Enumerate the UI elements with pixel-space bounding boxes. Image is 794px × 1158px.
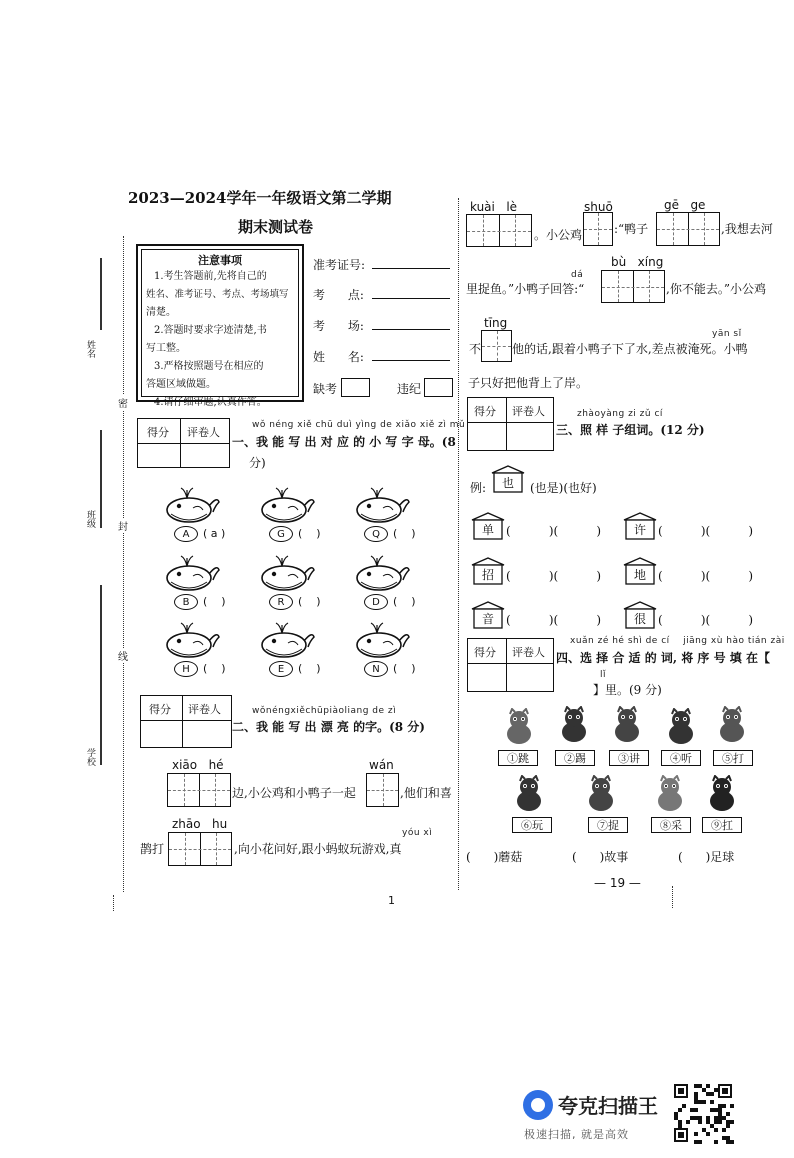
q4-blank-story[interactable]: ( )故事 — [572, 850, 629, 864]
q2-text2: ,向小花问好,跟小蚂蚁玩游戏,真 — [234, 842, 402, 856]
word-blank[interactable]: ( )( ) — [506, 613, 602, 627]
house-icon — [620, 512, 660, 538]
option-box: ⑦捉 — [588, 817, 628, 833]
score-table-q4 — [467, 638, 554, 692]
word-char: 地 — [633, 568, 646, 582]
notice-line: 答题区域做题。 — [146, 379, 216, 390]
word-blank[interactable]: ( )( ) — [506, 569, 602, 583]
score-table-q1 — [137, 418, 230, 468]
animal-icon — [653, 775, 687, 813]
house-example — [488, 465, 528, 491]
lowercase-answer-blank[interactable]: ( ) — [393, 527, 416, 540]
pinyin-xiaohe: xiāo hé — [172, 758, 224, 772]
word-blank[interactable]: ( )( ) — [658, 524, 754, 538]
uppercase-letter: D — [364, 594, 388, 610]
site-label: 考 点: — [313, 288, 364, 302]
option-box: ②踢 — [555, 750, 595, 766]
writing-grid-xiaohe[interactable] — [167, 773, 231, 807]
q3-pinyin: zhàoyàng zi zǔ cí — [577, 409, 663, 419]
animal-icon — [584, 775, 618, 813]
word-char: 音 — [481, 612, 494, 626]
animal-icon — [664, 708, 698, 746]
uppercase-letter: H — [174, 661, 198, 677]
pinyin-gege: gē ge — [664, 198, 706, 212]
q2-text1: 边,小公鸡和小鸭子一起 — [232, 786, 356, 800]
q3-title: 三、照 样 子组词。(12 分) — [556, 423, 705, 437]
notice-line: 姓名、准考证号、考点、考场填写 — [146, 289, 289, 300]
lowercase-answer-blank[interactable]: ( ) — [298, 527, 321, 540]
q4-blank-mushroom[interactable]: ( )蘑菇 — [466, 850, 523, 864]
option-box: ⑤打 — [713, 750, 753, 766]
passage-line1-a: 。小公鸡 — [534, 228, 583, 242]
grader-label: 评卷人 — [188, 703, 221, 716]
lowercase-answer-blank[interactable]: ( ) — [298, 662, 321, 675]
page-number-left: 1 — [388, 894, 395, 907]
pinyin-shuo: shuō — [584, 200, 613, 214]
writing-grid-kuaile[interactable] — [466, 214, 532, 247]
q4-blank-football[interactable]: ( )足球 — [678, 850, 735, 864]
pinyin-wan: wán — [369, 758, 394, 772]
scanner-watermark — [520, 1080, 742, 1148]
scanner-slogan: 极速扫描, 就是高效 — [524, 1128, 629, 1141]
pinyin-buxing: bù xíng — [611, 255, 664, 269]
room-label: 考 场: — [313, 319, 364, 333]
word-char: 很 — [633, 612, 646, 626]
animal-icon — [705, 775, 739, 813]
option-box: ④听 — [661, 750, 701, 766]
animal-icon — [557, 706, 591, 744]
pinyin-zhaohu: zhāo hu — [172, 817, 228, 831]
pinyin-li: lǐ — [600, 670, 607, 680]
writing-grid-buxing[interactable] — [601, 270, 665, 303]
label-name: 姓名 — [85, 340, 95, 358]
animal-icon — [502, 708, 536, 746]
uppercase-letter: G — [269, 526, 293, 542]
q2-title: 二、我 能 写 出 漂 亮 的字。(8 分) — [232, 720, 425, 734]
site-field[interactable] — [372, 298, 450, 299]
violation-label: 违纪 — [397, 382, 422, 396]
notice-line: 清楚。 — [146, 307, 176, 318]
label-school: 学校 — [85, 748, 95, 766]
seal-dotted-line — [123, 236, 124, 892]
word-blank[interactable]: ( )( ) — [658, 569, 754, 583]
example-label: 例: — [470, 481, 487, 495]
passage-line3-a: 不 — [469, 342, 482, 356]
example-words: (也是)(也好) — [530, 481, 597, 495]
pinyin-da: dá — [571, 270, 584, 280]
uppercase-letter: N — [364, 661, 388, 677]
name-field[interactable] — [372, 360, 450, 361]
passage-line3-b: 他的话,跟着小鸭子下了水,差点被淹死。小鸭 — [512, 342, 748, 356]
writing-grid-zhaohu[interactable] — [168, 832, 232, 866]
page-number-right: — 19 — — [594, 876, 641, 890]
scanner-brand: 夸克扫描王 — [558, 1094, 658, 1118]
lowercase-answer-blank[interactable]: ( ) — [203, 595, 226, 608]
grader-label: 评卷人 — [512, 646, 545, 659]
writing-grid-ting[interactable] — [481, 330, 512, 362]
qr-code-icon — [672, 1082, 734, 1144]
lowercase-answer-blank[interactable]: ( a ) — [203, 527, 226, 540]
option-box: ③讲 — [609, 750, 649, 766]
house-icon — [620, 557, 660, 583]
example-char: 也 — [501, 476, 514, 490]
writing-grid-shuo[interactable] — [583, 212, 613, 246]
scanner-logo-icon — [523, 1090, 553, 1120]
option-box: ⑧采 — [651, 817, 691, 833]
name-line — [100, 258, 102, 330]
label-class: 班级 — [85, 510, 95, 528]
passage-line1-b: :“鸭子 — [614, 222, 649, 236]
option-box: ①跳 — [498, 750, 538, 766]
option-box: ⑥玩 — [512, 817, 552, 833]
writing-grid-wan[interactable] — [366, 773, 399, 807]
q1-title: 一、我 能 写 出 对 应 的 小 写 字 母。(8 — [232, 435, 456, 449]
passage-line4: 子只好把他背上了岸。 — [468, 376, 589, 390]
house-icon — [468, 512, 508, 538]
q4-title-cont: 】里。(9 分) — [593, 683, 662, 697]
pinyin-kuaile: kuài lè — [470, 200, 518, 214]
uppercase-letter: Q — [364, 526, 388, 542]
school-line — [100, 585, 102, 765]
uppercase-letter: B — [174, 594, 198, 610]
q2-pinyin: wǒnéngxiěchūpiàoliang de zì — [252, 706, 397, 716]
q2-text2-start: 鹊打 — [140, 842, 165, 856]
house-icon — [468, 601, 508, 627]
writing-grid-gege[interactable] — [656, 212, 720, 246]
score-label: 得分 — [149, 703, 171, 716]
absent-label: 缺考 — [313, 382, 338, 396]
q2-text1-end: ,他们和喜 — [400, 786, 452, 800]
violation-box[interactable] — [424, 378, 453, 397]
score-table-q3 — [467, 397, 554, 451]
passage-line2-a: 里捉鱼。”小鸭子回答:“ — [466, 282, 585, 296]
passage-line1-c: ,我想去河 — [721, 222, 773, 236]
lowercase-answer-blank[interactable]: ( ) — [203, 662, 226, 675]
lowercase-answer-blank[interactable]: ( ) — [393, 595, 416, 608]
uppercase-letter: R — [269, 594, 293, 610]
word-blank[interactable]: ( )( ) — [506, 524, 602, 538]
word-char: 许 — [633, 523, 646, 537]
q1-pinyin: wǒ néng xiě chū duì yìng de xiǎo xiě zì mǔ — [252, 420, 466, 430]
notice-line: 4.请仔细审题,认真作答。 — [154, 397, 267, 408]
seal-char-feng: 封 — [118, 518, 128, 533]
option-box: ⑨扛 — [702, 817, 742, 833]
grader-label: 评卷人 — [187, 426, 220, 439]
score-table-q2 — [140, 695, 232, 748]
uppercase-letter: A — [174, 526, 198, 542]
score-label: 得分 — [474, 405, 496, 418]
notice-line: 2.答题时要求字迹清楚,书 — [154, 325, 267, 336]
column-divider — [458, 198, 459, 890]
notice-title: 注意事项 — [198, 254, 242, 267]
exam-title: 2023—2024学年一年级语文第二学期 — [128, 189, 392, 207]
notice-line: 1.考生答题前,先将自己的 — [154, 271, 267, 282]
pinyin-ting: tīng — [484, 316, 508, 330]
score-label: 得分 — [147, 426, 169, 439]
q4-title: 四、选 择 合 适 的 词, 将 序 号 填 在【 — [556, 651, 770, 665]
grader-label: 评卷人 — [512, 405, 545, 418]
pinyin-youxi: yóu xì — [402, 828, 433, 838]
word-char: 单 — [481, 523, 494, 537]
uppercase-letter: E — [269, 661, 293, 677]
lowercase-answer-blank[interactable]: ( ) — [393, 662, 416, 675]
animal-icon — [715, 706, 749, 744]
margin-tick — [672, 886, 673, 908]
animal-icon — [610, 706, 644, 744]
ticket-label: 准考证号: — [313, 258, 366, 272]
notice-line: 3.严格按照题号在相应的 — [154, 361, 264, 372]
passage-line2-b: ,你不能去。”小公鸡 — [666, 282, 766, 296]
notice-box — [136, 244, 304, 408]
seal-char-mi: 密 — [118, 395, 128, 410]
name-label: 姓 名: — [313, 350, 364, 364]
score-label: 得分 — [474, 646, 496, 659]
margin-tick — [113, 895, 114, 911]
absent-box[interactable] — [341, 378, 370, 397]
q4-pinyin: xuǎn zé hé shì de cí jiāng xù hào tián zài — [570, 636, 785, 646]
house-icon — [468, 557, 508, 583]
class-line — [100, 430, 102, 528]
animal-icon — [512, 775, 546, 813]
ticket-field[interactable] — [372, 268, 450, 269]
lowercase-answer-blank[interactable]: ( ) — [298, 595, 321, 608]
seal-char-xian: 线 — [118, 648, 128, 663]
pinyin-yansi: yān sǐ — [712, 329, 742, 339]
house-icon — [620, 601, 660, 627]
notice-line: 写工整。 — [146, 343, 186, 354]
q1-title-cont: 分) — [249, 456, 266, 470]
room-field[interactable] — [372, 329, 450, 330]
word-char: 招 — [481, 568, 494, 582]
exam-subtitle: 期末测试卷 — [238, 218, 314, 236]
word-blank[interactable]: ( )( ) — [658, 613, 754, 627]
